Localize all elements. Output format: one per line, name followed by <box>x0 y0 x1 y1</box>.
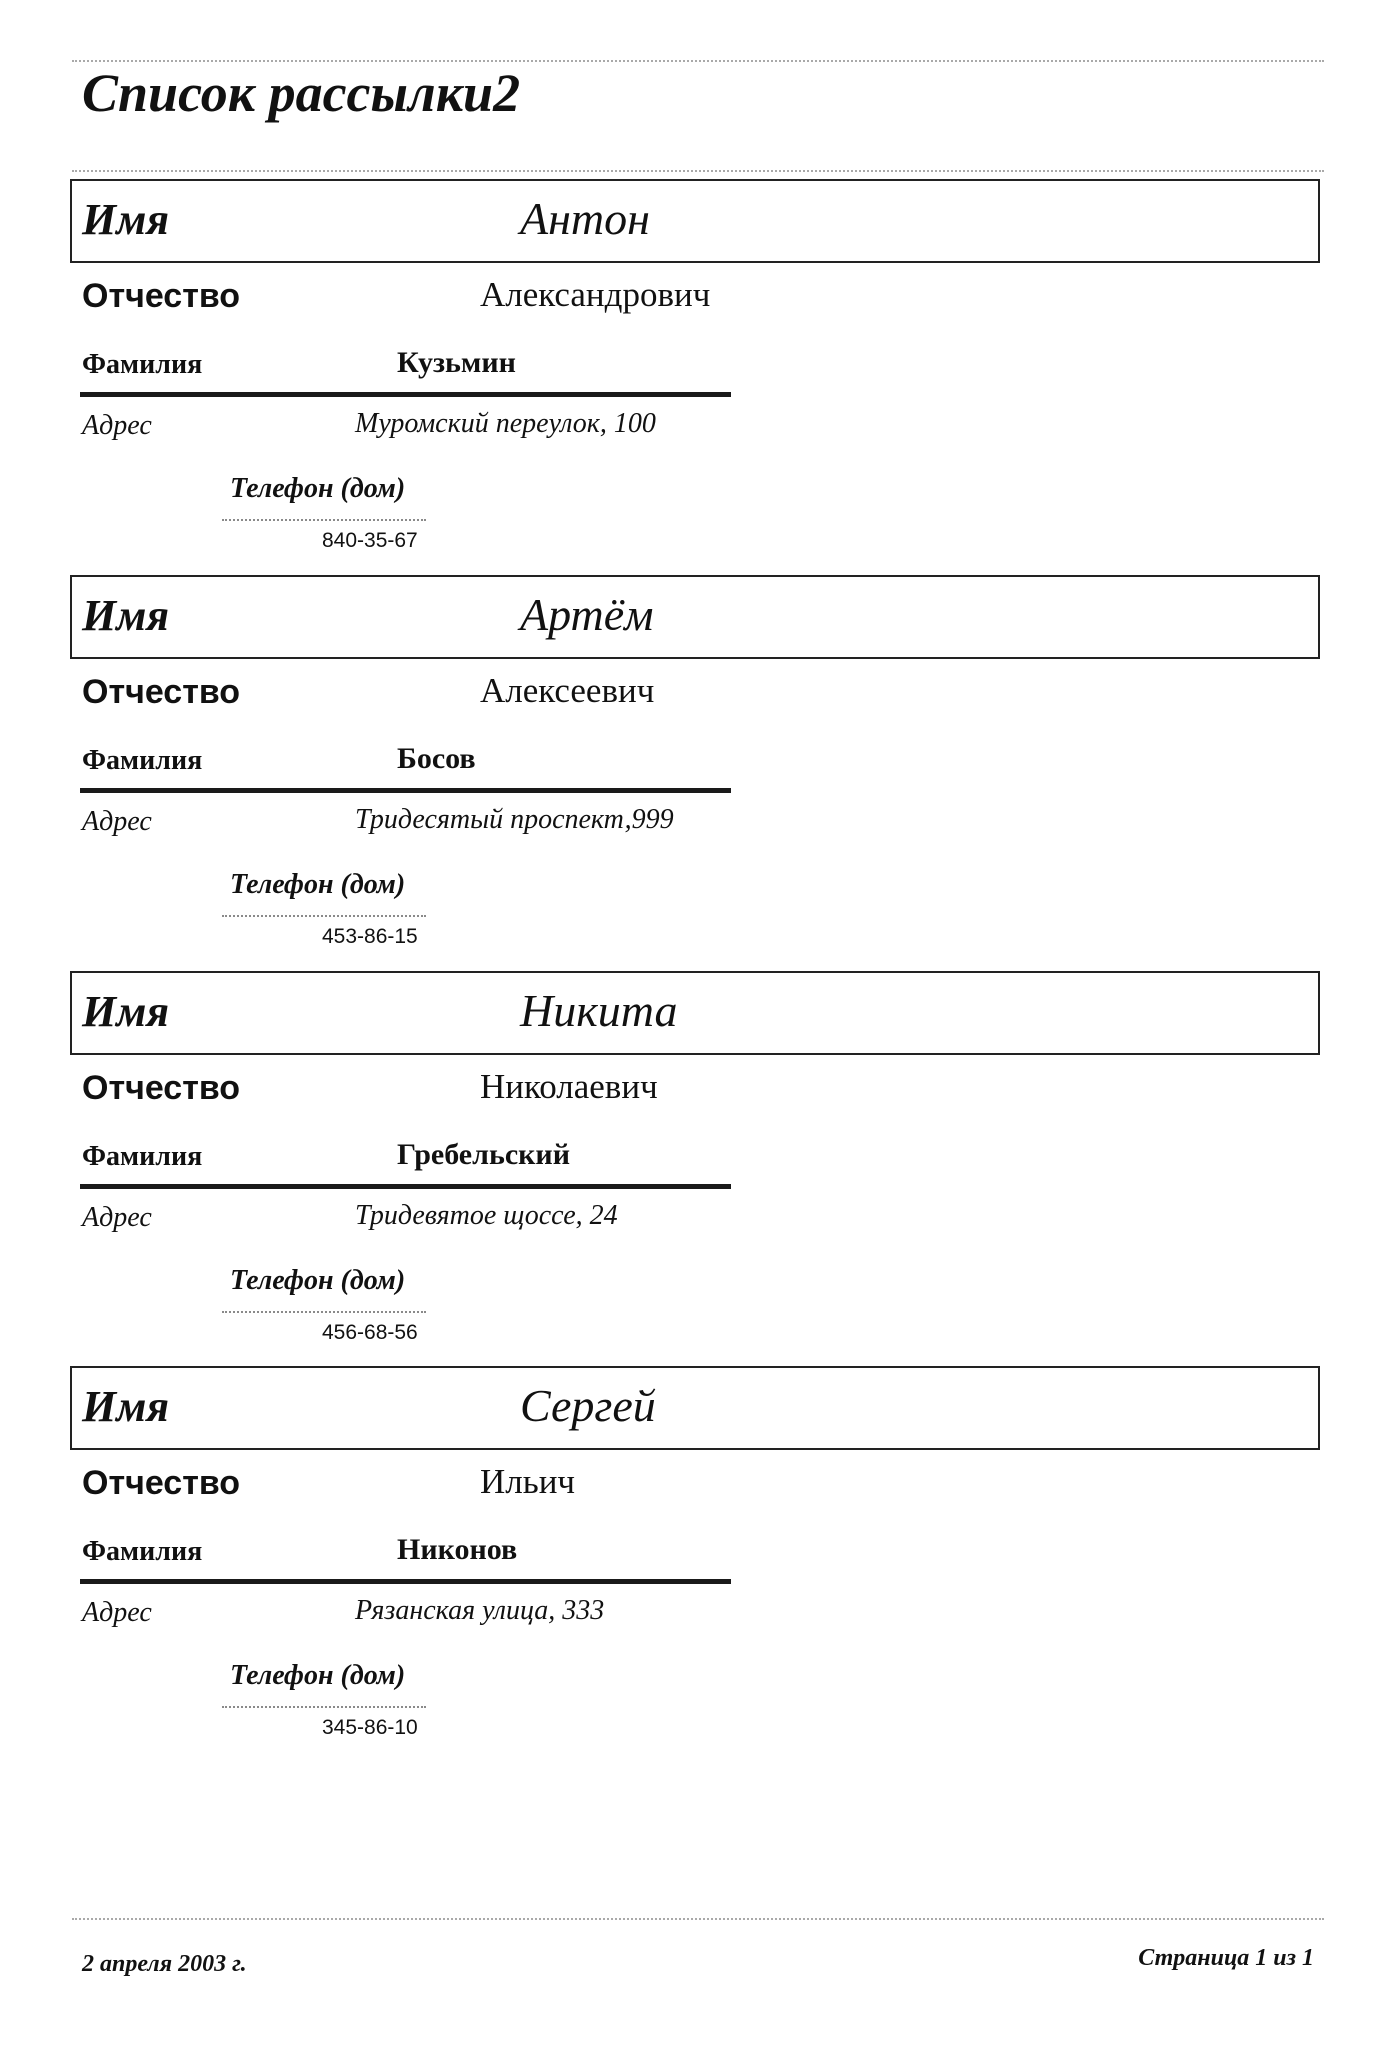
surname-value: Кузьмин <box>397 346 516 379</box>
surname-value: Гребельский <box>397 1138 570 1171</box>
phone-rule <box>222 519 426 521</box>
header-bottom-rule <box>72 170 1324 172</box>
phone-rule <box>222 915 426 917</box>
surname-label: Фамилия <box>82 1536 203 1567</box>
phone-value: 840-35-67 <box>322 529 418 552</box>
name-label: Имя <box>82 195 170 244</box>
phone-label: Телефон (дом) <box>230 473 406 504</box>
record-2 <box>0 575 1395 971</box>
phone-label: Телефон (дом) <box>230 1265 406 1296</box>
surname-value: Босов <box>397 742 476 775</box>
name-value: Никита <box>520 985 678 1036</box>
phone-label: Телефон (дом) <box>230 1660 406 1691</box>
surname-label: Фамилия <box>82 1141 203 1172</box>
record-divider <box>80 788 731 793</box>
phone-value: 453-86-15 <box>322 925 418 948</box>
address-value: Тридевятое щоссе, 24 <box>355 1200 618 1231</box>
surname-value: Никонов <box>397 1533 518 1566</box>
address-value: Муромский переулок, 100 <box>355 408 656 439</box>
name-box <box>70 971 1320 1055</box>
surname-label: Фамилия <box>82 349 203 380</box>
record-4 <box>0 1366 1395 1762</box>
footer-rule <box>72 1918 1324 1920</box>
phone-rule <box>222 1706 426 1708</box>
name-value: Артём <box>520 589 654 640</box>
address-value: Рязанская улица, 333 <box>355 1595 605 1626</box>
patronymic-label: Отчество <box>82 1464 241 1502</box>
name-value: Антон <box>520 193 650 244</box>
record-3 <box>0 971 1395 1367</box>
phone-value: 345-86-10 <box>322 1716 418 1739</box>
name-label: Имя <box>82 987 170 1036</box>
address-label: Адрес <box>82 410 152 441</box>
patronymic-value: Александрович <box>480 275 711 314</box>
name-value: Сергей <box>520 1380 656 1431</box>
patronymic-value: Алексеевич <box>480 671 655 710</box>
name-box <box>70 179 1320 263</box>
address-label: Адрес <box>82 1597 152 1628</box>
record-divider <box>80 1184 731 1189</box>
name-box <box>70 575 1320 659</box>
record-divider <box>80 1579 731 1584</box>
record-divider <box>80 392 731 397</box>
footer-date: 2 апреля 2003 г. <box>82 1951 247 1977</box>
patronymic-label: Отчество <box>82 277 241 315</box>
name-label: Имя <box>82 1382 170 1431</box>
report-title: Список рассылки2 <box>82 63 521 123</box>
phone-value: 456-68-56 <box>322 1321 418 1344</box>
patronymic-label: Отчество <box>82 1069 241 1107</box>
name-box <box>70 1366 1320 1450</box>
surname-label: Фамилия <box>82 745 203 776</box>
address-label: Адрес <box>82 806 152 837</box>
address-value: Тридесятый проспект,999 <box>355 804 674 835</box>
address-label: Адрес <box>82 1202 152 1233</box>
patronymic-value: Николаевич <box>480 1067 658 1106</box>
footer-page-number: Страница 1 из 1 <box>1138 1945 1314 1971</box>
phone-label: Телефон (дом) <box>230 869 406 900</box>
patronymic-value: Ильич <box>480 1462 576 1501</box>
patronymic-label: Отчество <box>82 673 241 711</box>
name-label: Имя <box>82 591 170 640</box>
phone-rule <box>222 1311 426 1313</box>
record-1 <box>0 179 1395 575</box>
